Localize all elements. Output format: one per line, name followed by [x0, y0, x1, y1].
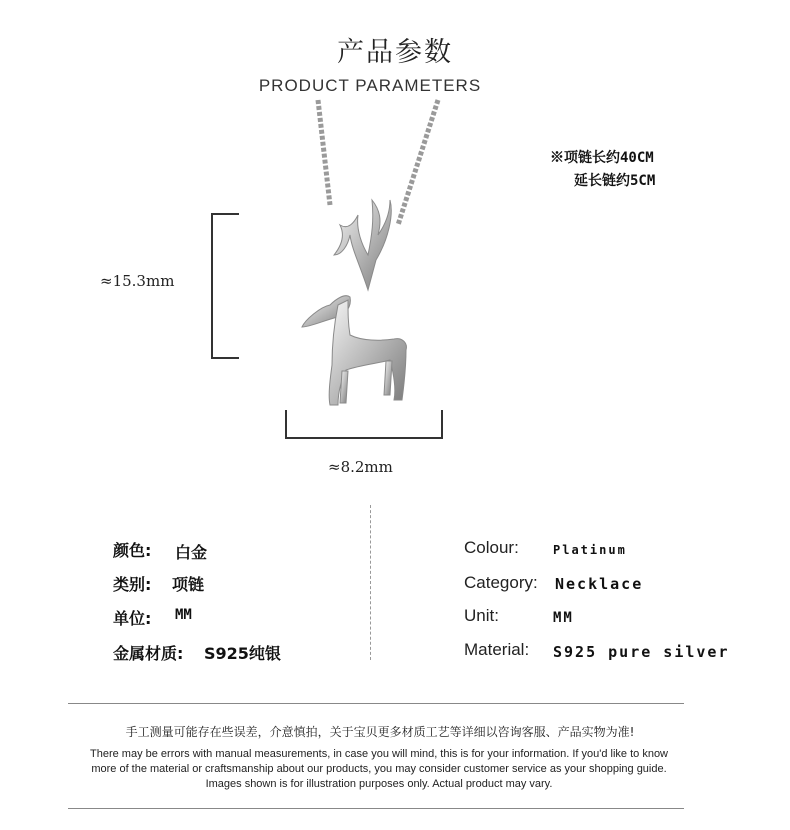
param-value-cn: S925纯银: [204, 644, 281, 663]
param-value-en: MM: [553, 610, 574, 626]
param-value-cn: MM: [175, 607, 192, 623]
chain-right: [398, 100, 438, 225]
param-label-en: Material:: [464, 640, 530, 659]
disclaimer-top-rule: [68, 703, 684, 704]
param-value-en: Platinum: [553, 543, 627, 557]
deer-pendant-image: [290, 95, 450, 415]
param-label-cn: 类别:: [113, 575, 152, 594]
disclaimer-cn: 手工测量可能存在些误差，介意慎拍，关于宝贝更多材质工艺等详细以咨询客服、产品实物为准!: [125, 725, 635, 739]
disclaimer-en: There may be errors with manual measurements, in case you will mind, this is for your information. If you'd like to know more of the material or craftsmanship about our products, you may consider customer service as your shopping guide. Images shown is for illustration purposes only. Actual product may vary.: [90, 748, 668, 790]
param-label-en: Unit:: [464, 606, 499, 625]
page-title-cn: 产品参数: [337, 37, 453, 68]
note-line-2: 延长链约5CM: [574, 173, 656, 189]
param-label-en: Category:: [464, 573, 538, 592]
width-dimension: ≈8.2mm: [328, 458, 393, 476]
deer-leg: [340, 371, 348, 403]
deer-antlers: [334, 200, 391, 290]
width-bracket: [285, 410, 443, 439]
height-bracket: [211, 213, 239, 359]
disclaimer-bottom-rule: [68, 808, 684, 809]
param-value-cn: 项链: [172, 575, 205, 594]
chain-left: [318, 100, 330, 205]
note-line-1: ※项链长约40CM: [550, 150, 654, 166]
page-title-en: PRODUCT PARAMETERS: [258, 76, 482, 95]
height-dimension: ≈15.3mm: [100, 272, 175, 290]
param-label-en: Colour:: [464, 538, 519, 557]
param-value-en: Necklace: [555, 575, 644, 593]
param-value-cn: 白金: [175, 543, 208, 562]
param-value-en: S925 pure silver: [553, 643, 730, 661]
param-label-cn: 单位:: [113, 609, 152, 628]
param-label-cn: 颜色:: [113, 541, 152, 560]
deer-leg: [384, 361, 392, 395]
param-divider: [370, 505, 371, 660]
param-label-cn: 金属材质:: [113, 644, 184, 663]
chain-length-note: [550, 147, 655, 193]
